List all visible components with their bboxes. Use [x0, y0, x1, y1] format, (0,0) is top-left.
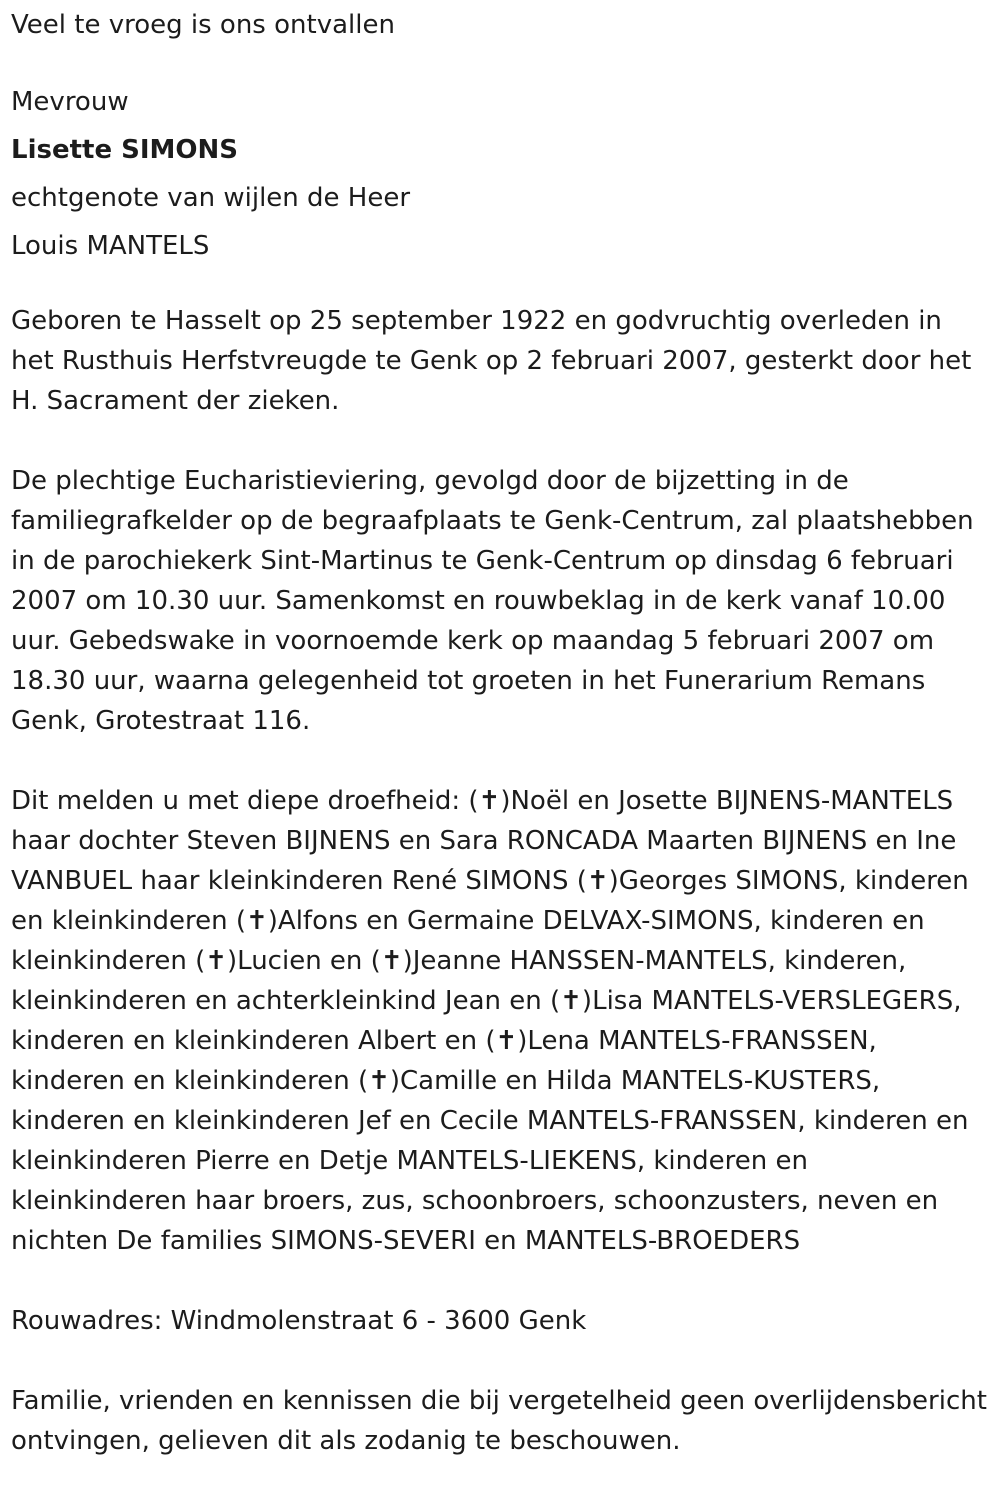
- ceremony-paragraph: De plechtige Eucharistieviering, gevolgd door de bijzetting in de familiegrafkelder op de begraafplaats te Genk-Centrum, zal plaatshebben in de parochiekerk Sint-Martinus te Genk-Centrum op dinsdag 6 februari 2007 om 10.30 uur. Samenkomst en rouwbeklag in de kerk vanaf 10.00 uur. Gebedswake in voornoemde kerk op maandag 5 februari 2007 om 18.30 uur, waarna gelegenheid tot groeten in het Funerarium Remans Genk, Grotestraat 116.: [11, 466, 974, 736]
- closing-paragraph: Familie, vrienden en kennissen die bij vergetelheid geen overlijdensbericht ontvingen, gelieven dit als zodanig te beschouwen.: [11, 1386, 987, 1456]
- salutation: Mevrouw: [11, 87, 129, 117]
- relation-line: echtgenote van wijlen de Heer: [11, 183, 411, 213]
- mourners-paragraph: Dit melden u met diepe droefheid: (✝)Noël en Josette BIJNENS-MANTELS haar dochter Steven BIJNENS en Sara RONCADA Maarten BIJNENS en Ine VANBUEL haar kleinkinderen René SIMONS (✝)Georges SIMONS, kinderen en kleinkinderen (✝)Alfons en Germaine DELVAX-SIMONS, kinderen en kleinkinderen (✝)Lucien en (✝)Jeanne HANSSEN-MANTELS, kinderen, kleinkinderen en achterkleinkind Jean en (✝)Lisa MANTELS-VERSLEGERS, kinderen en kleinkinderen Albert en (✝)Lena MANTELS-FRANSSEN, kinderen en kleinkinderen (✝)Camille en Hilda MANTELS-KUSTERS, kinderen en kleinkinderen Jef en Cecile MANTELS-FRANSSEN, kinderen en kleinkinderen Pierre en Detje MANTELS-LIEKENS, kinderen en kleinkinderen haar broers, zus, schoonbroers, schoonzusters, neven en nichten De families SIMONS-SEVERI en MANTELS-BROEDERS: [11, 786, 969, 1256]
- intro-line: Veel te vroeg is ons ontvallen: [11, 10, 395, 40]
- mourning-address: Rouwadres: Windmolenstraat 6 - 3600 Genk: [11, 1306, 587, 1336]
- spouse-name: Louis MANTELS: [11, 231, 210, 261]
- birth-death-paragraph: Geboren te Hasselt op 25 september 1922 en godvruchtig overleden in het Rusthuis Herfstvreugde te Genk op 2 februari 2007, gesterkt door het H. Sacrament der zieken.: [11, 306, 972, 416]
- deceased-name: Lisette SIMONS: [11, 135, 238, 165]
